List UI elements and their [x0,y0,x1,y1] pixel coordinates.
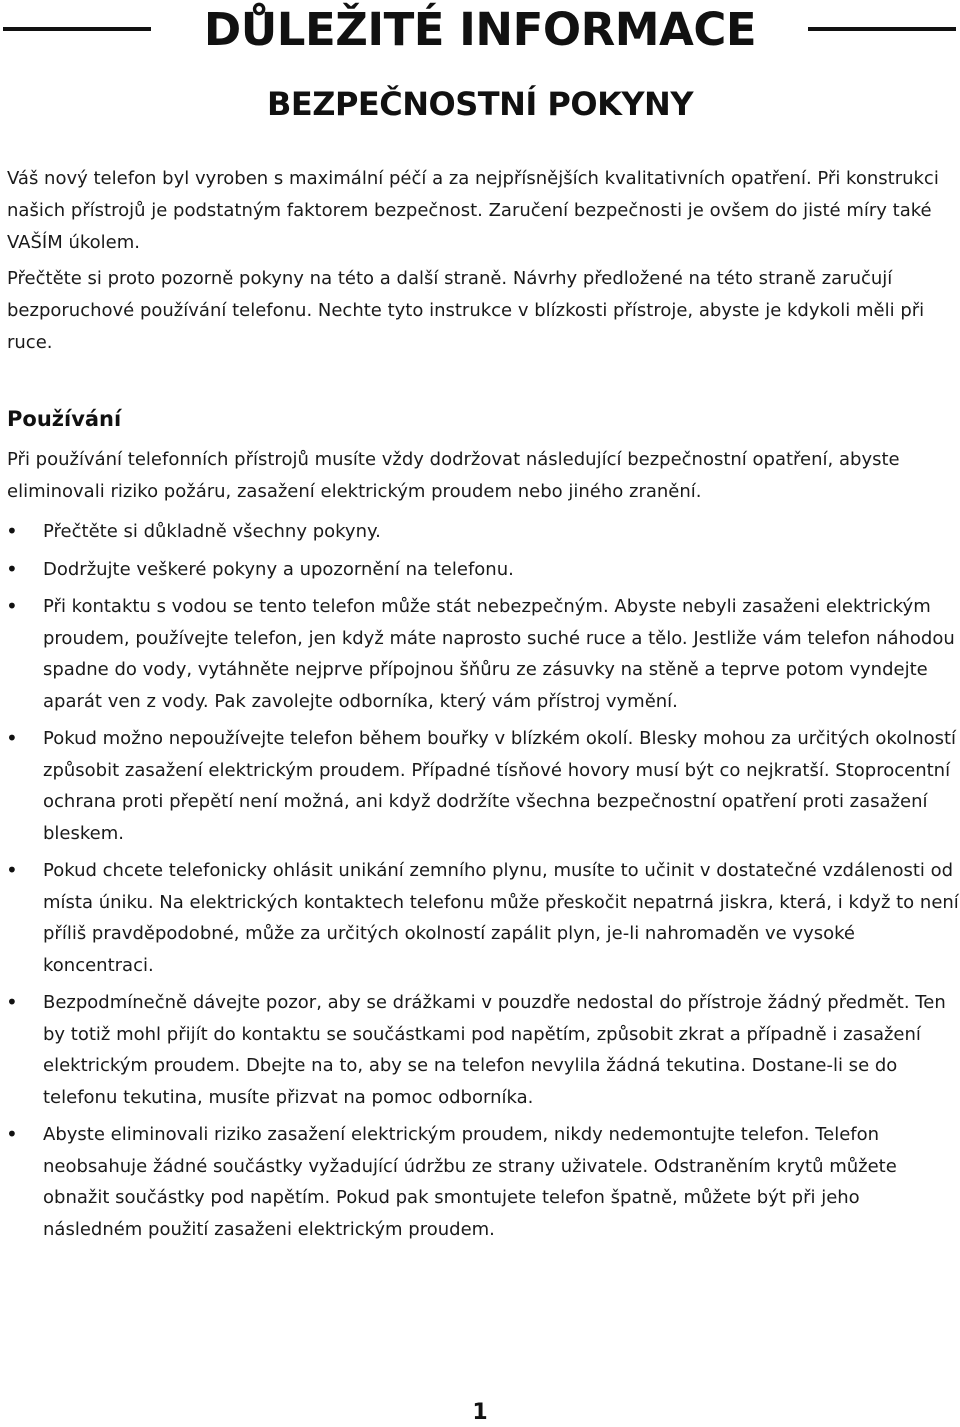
section-heading-usage: Používání [7,407,122,431]
page-subtitle: BEZPEČNOSTNÍ POKYNY [266,85,693,123]
page-number: 1 [472,1400,488,1425]
list-item-text: Abyste eliminovali riziko zasažení elektrickým proudem, nikdy nedemontujte telefon. Telefon neobsahuje žádné součástky vyžadující údržbu ze strany uživatele. Odstraněním krytů můžete obnažit součástky pod napětím. Pokud pak smontujete telefon špatně, můžete být při jeho následném použití zasaženi elektrickým proudem. [43,1124,897,1240]
usage-paragraph: Při používání telefonních přístrojů musíte vždy dodržovat následující bezpečnostní opatření, abyste eliminovali riziko požáru, zasažení elektrickým proudem nebo jiného zranění. [7,449,900,502]
list-item-text: Při kontaktu s vodou se tento telefon může stát nebezpečným. Abyste nebyli zasaženi elektrickým proudem, používejte telefon, jen když máte naprosto suché ruce a tělo. Jestliže vám telefon náhodou spadne do vody, vytáhněte nejprve přípojnou šňůru ze zásuvky na stěně a teprve potom vyndejte aparát ven z vody. Pak zavolejte odborníka, který vám přístroj vymění. [43,596,955,712]
safety-instructions-list [0,516,960,1251]
list-item-text: Pokud možno nepoužívejte telefon během bouřky v blízkém okolí. Blesky mohou za určitých okolností způsobit zasažení elektrickým proudem. Případné tísňové hovory musí být co nejkratší. Stoprocentní ochrana proti přepětí není možná, ani když dodržíte všechna bezpečnostní opatření proti zasažení bleskem. [43,728,957,844]
list-item-text: Pokud chcete telefonicky ohlásit unikání zemního plynu, musíte to učinit v dostatečné vzdálenosti od místa úniku. Na elektrických kontaktech telefonu může přeskočit nepatrná jiskra, která, i když to není příliš pravděpodobné, může za určitých okolností zapálit plyn, je-li nahromaděn ve vysoké koncentraci. [43,860,959,976]
list-item [0,591,960,717]
list-item-text: Přečtěte si důkladně všechny pokyny. [43,521,381,542]
list-item-text: Bezpodmínečně dávejte pozor, aby se drážkami v pouzdře nedostal do přístroje žádný předmět. Ten by totiž mohl přijít do kontaktu se součástkami pod napětím, způsobit zkrat a případně i zasažení elektrickým proudem. Dbejte na to, aby se na telefon nevylila žádná tekutina. Dostane-li se do telefonu tekutina, musíte přizvat na pomoc odborníka. [43,992,946,1108]
page-title: DŮLEŽITÉ INFORMACE [203,3,757,56]
list-item [0,723,960,849]
list-item [0,554,960,586]
bullet-icon: • [6,519,18,543]
bullet-icon: • [6,858,18,882]
list-item [0,987,960,1113]
list-item-text: Dodržujte veškeré pokyny a upozornění na telefonu. [43,558,514,580]
bullet-icon: • [6,594,18,618]
list-item [0,1119,960,1245]
bullet-icon: • [6,990,18,1014]
bullet-icon: • [6,1122,18,1146]
list-item [0,855,960,981]
intro-paragraph-1: Váš nový telefon byl vyroben s maximální péčí a za nejpřísnějších kvalitativních opatření. Při konstrukci našich přístrojů je podstatným faktorem bezpečnost. Zaručení bezpečnosti je ovšem do jisté míry také VAŠÍM úkolem. [7,168,939,253]
intro-paragraph-2: Přečtěte si proto pozorně pokyny na této a další straně. Návrhy předložené na této straně zaručují bezporuchové používání telefonu. Nechte tyto instrukce v blízkosti přístroje, abyste je kdykoli měli při ruce. [7,268,925,353]
bullet-icon: • [6,556,18,581]
list-item [0,516,960,548]
bullet-icon: • [6,726,18,750]
